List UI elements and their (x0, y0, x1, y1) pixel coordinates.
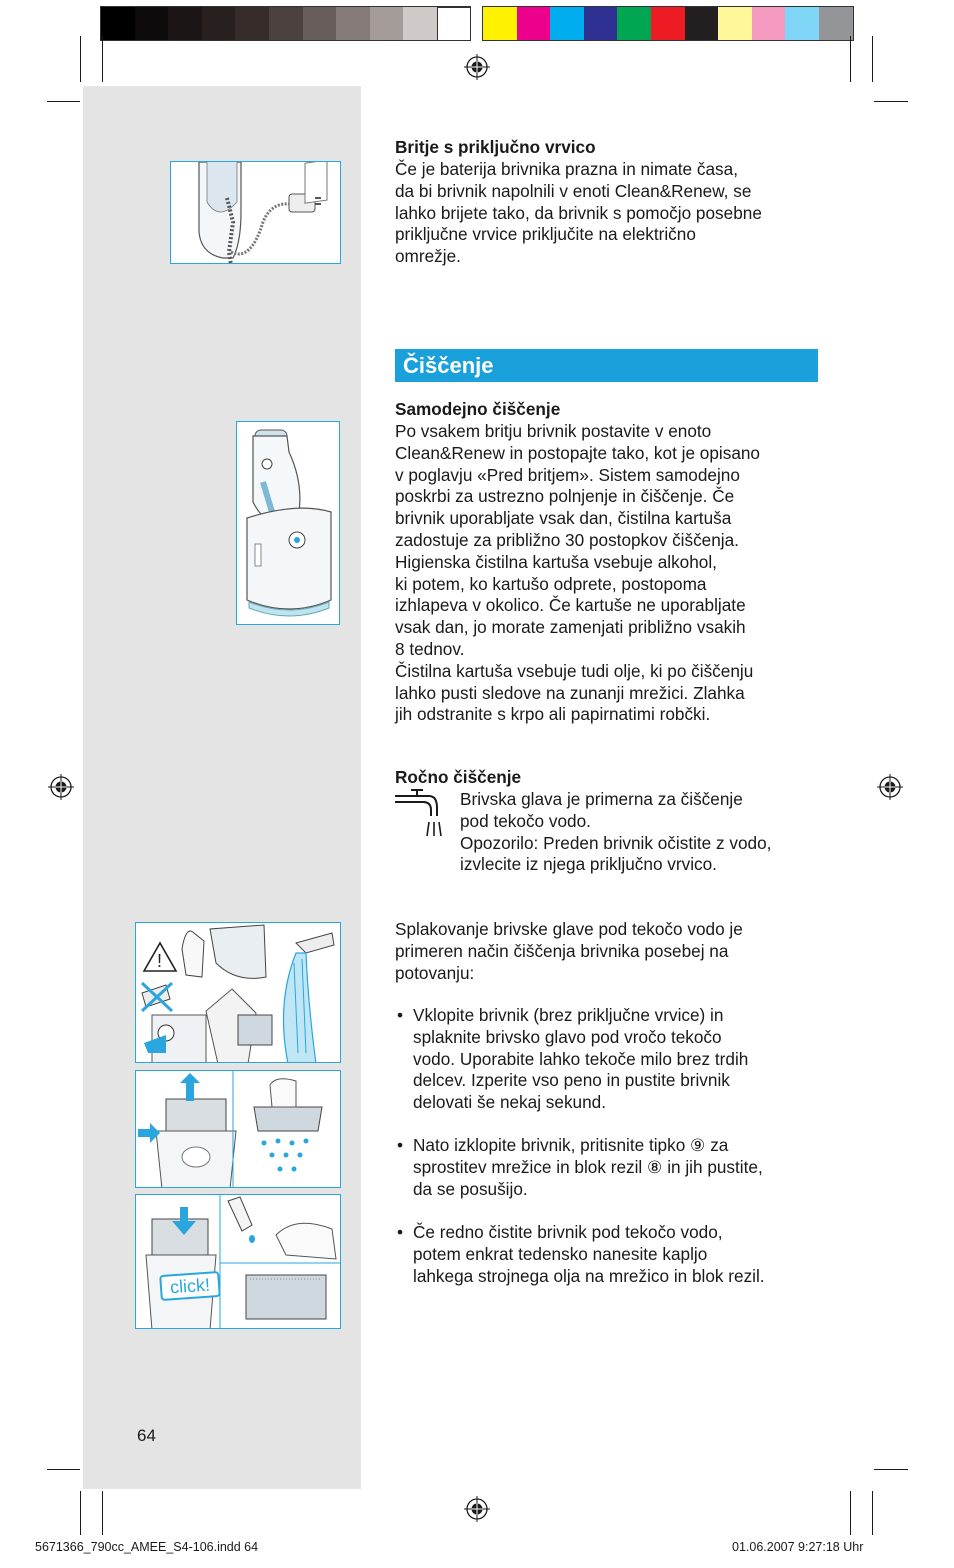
footer-filename: 5671366_790cc_AMEE_S4-106.indd 64 (35, 1540, 259, 1554)
svg-text:!: ! (157, 951, 163, 971)
figure-shaver-with-cord (170, 161, 341, 264)
footer-timestamp: 01.06.2007 9:27:18 Uhr (732, 1540, 864, 1554)
figure-rinsing-under-tap (135, 922, 341, 1063)
click-label: click! (159, 1271, 221, 1301)
registration-crosshair-icon (48, 774, 74, 800)
paragraph-auto-cleaning: Po vsakem britju brivnik postavite v enoto Clean&Renew in postopajte tako, kot je opisano v poglavju «Pred britjem». Sistem samodejno poskrbi za ustrezno polnjenje in čiščenje. Če brivnik uporabljate vsak dan, čistilna kartuša zadostuje za približno 30 postopkov čiščenja. Higienska čistilna kartuša vsebuje alkohol, ki potem, ko kartušo odprete, postopoma izhlapeva v okolico. Če kartuše ne uporabljate vsak dan, jo morate zamenjati približno vsakih 8 tednov. Čistilna kartuša vsebuje tudi olje, ki po čiščenju lahko pusti sledove na zunanji mrežici. Zlahka jih odstranite s krpo ali papirnatimi robčki. (395, 421, 760, 725)
heading-auto-cleaning: Samodejno čiščenje (395, 399, 561, 419)
figure-oil-foil-click (135, 1194, 341, 1329)
paragraph-manual-cleaning-note: Brivska glava je primerna za čiščenje pod tekočo vodo. Opozorilo: Preden brivnik očistite z vodo, izvlecite iz njega priključno vrvico. (460, 789, 772, 875)
registration-crosshair-icon (464, 54, 490, 80)
page-number: 64 (137, 1426, 156, 1445)
bullet-item: Če redno čistite brivnik pod tekočo vodo, potem enkrat tedensko nanesite kapljo lahkega strojnega olja na mrežico in blok rezil. (413, 1222, 765, 1286)
running-water-tap-icon (393, 788, 447, 840)
bullet-symbol: • (397, 1005, 404, 1025)
paragraph-corded-shaving: Če je baterija brivnika prazna in nimate časa, da bi brivnik napolnili v enoti Clean&Renew, se lahko brijete tako, da brivnik s pomočjo posebne priključne vrvice priključite na električno omrežje. (395, 159, 762, 267)
registration-crosshair-icon (877, 774, 903, 800)
swatch-frame (100, 6, 471, 41)
bullet-symbol: • (397, 1222, 404, 1242)
heading-corded-shaving: Britje s priključno vrvico (395, 137, 596, 157)
bullet-item: Nato izklopite brivnik, pritisnite tipko ⑨ za sprostitev mrežice in blok rezil ⑧ in jih pustite, da se posušijo. (413, 1135, 763, 1199)
figure-release-cutter-block (135, 1070, 341, 1188)
registration-crosshair-icon (464, 1496, 490, 1522)
heading-manual-cleaning: Ročno čiščenje (395, 767, 522, 787)
swatch-frame (482, 6, 854, 41)
bullet-item: Vklopite brivnik (brez priključne vrvice) in splaknite brivsko glavo pod vročo tekočo vodo. Uporabite lahko tekoče milo brez trdih delcev. Izperite vso peno in pustite brivnik delovati še nekaj sekund. (413, 1005, 749, 1113)
paragraph-rinsing-intro: Splakovanje brivske glave pod tekočo vodo je primeren način čiščenja brivnika posebej na potovanju: (395, 919, 743, 983)
figure-clean-renew-unit (236, 421, 340, 625)
section-title-cleaning: Čiščenje (395, 349, 818, 382)
bullet-symbol: • (397, 1135, 404, 1155)
